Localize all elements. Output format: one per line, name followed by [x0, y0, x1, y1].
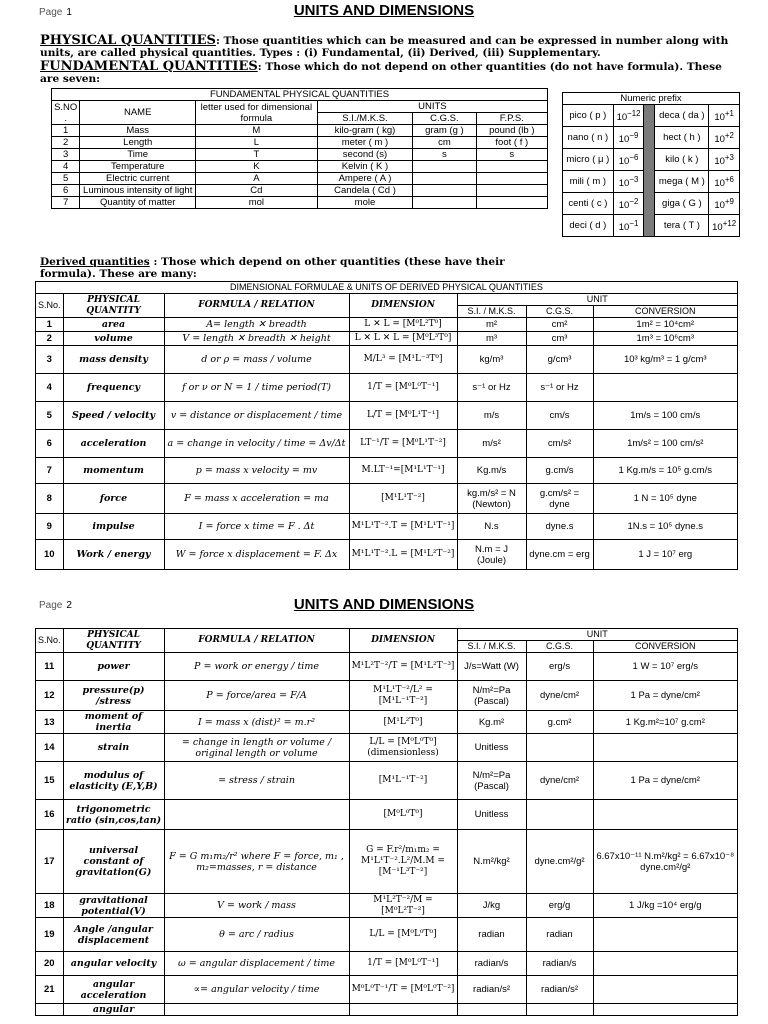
- col-header: C.G.S.: [526, 641, 593, 653]
- table-row: [52, 149, 548, 161]
- table-caption: FUNDAMENTAL PHYSICAL QUANTITIES: [52, 89, 548, 101]
- cell-quantity: power: [63, 653, 164, 681]
- prefix-value: $10^{+3}$: [709, 149, 740, 171]
- cell-formula: F = mass x acceleration = ma: [164, 484, 349, 514]
- table-row: [36, 681, 738, 711]
- cell-sno: [36, 1004, 64, 1016]
- cell-conversion: [593, 976, 737, 1004]
- cell-cgs: [413, 197, 476, 209]
- cell-si: m/s²: [457, 430, 526, 458]
- table-row: [36, 653, 738, 681]
- cell-cgs: [526, 734, 593, 762]
- cell-si: Kg.m²: [457, 711, 526, 734]
- prefix-name: hect ( h ): [655, 127, 709, 149]
- col-header: C.G.S.: [413, 113, 476, 125]
- cell-letter: A: [196, 173, 318, 185]
- cell-conversion: 1m/s² = 100 cm/s²: [593, 430, 737, 458]
- cell-conversion: 1m/s = 100 cm/s: [593, 402, 737, 430]
- cell-cgs: cm/s: [526, 402, 593, 430]
- cell-conversion: 1 W = 10⁷ erg/s: [593, 653, 737, 681]
- cell-cgs: g.cm/s² = dyne: [526, 484, 593, 514]
- prefix-value: $10^{-6}$: [613, 149, 644, 171]
- cell-sno: 6: [52, 185, 80, 197]
- cell-sno: 21: [36, 976, 64, 1004]
- cell-letter: K: [196, 161, 318, 173]
- prefix-value: $10^{-3}$: [613, 171, 644, 193]
- pq-heading: PHYSICAL QUANTITIES: [40, 33, 216, 48]
- cell-conversion: 1 Pa = dyne/cm²: [593, 762, 737, 800]
- cell-sno: 15: [36, 762, 64, 800]
- cell-dimension: L ✕ L ✕ L = [M⁰L³T⁰]: [349, 332, 457, 346]
- cell-si: m²: [457, 318, 526, 332]
- cell-sno: 8: [36, 484, 64, 514]
- cell-fps: [476, 173, 547, 185]
- cell-dimension: [M¹L¹T⁻²]: [349, 484, 457, 514]
- cell-sno: 3: [36, 346, 64, 374]
- cell-conversion: 1 J/kg =10⁴ erg/g: [593, 894, 737, 918]
- cell-si: Ampere ( A ): [317, 173, 413, 185]
- cell-quantity: strain: [63, 734, 164, 762]
- cell-formula: I = force x time = F . Δt: [164, 514, 349, 540]
- cell-formula: [164, 1004, 349, 1016]
- cell-cgs: dyne/cm²: [526, 681, 593, 711]
- cell-quantity: angular acceleration: [63, 976, 164, 1004]
- col-header: S.No.: [36, 629, 64, 653]
- table-row: [36, 332, 738, 346]
- table-caption: DIMENSIONAL FORMULAE & UNITS OF DERIVED PHYSICAL QUANTITIES: [36, 282, 738, 294]
- table-row: [36, 800, 738, 830]
- cell-si: radian/s²: [457, 976, 526, 1004]
- derived-text: : Those which depend on other quantities (these have their formula). These are many:: [40, 256, 505, 280]
- cell-formula: d or ρ = mass / volume: [164, 346, 349, 374]
- cell-sno: 18: [36, 894, 64, 918]
- cell-cgs: [413, 185, 476, 197]
- cell-sno: 16: [36, 800, 64, 830]
- table-row: [36, 1004, 738, 1016]
- page-label: Page 1: [39, 7, 72, 18]
- cell-conversion: 1N.s = 10⁵ dyne.s: [593, 514, 737, 540]
- cell-dimension: L/T = [M⁰L¹T⁻¹]: [349, 402, 457, 430]
- cell-si: kg/m³: [457, 346, 526, 374]
- cell-quantity: frequency: [63, 374, 164, 402]
- table-row: [36, 976, 738, 1004]
- cell-quantity: pressure(p) /stress: [63, 681, 164, 711]
- cell-si: radian/s: [457, 952, 526, 976]
- cell-formula: θ = arc / radius: [164, 918, 349, 952]
- cell-sno: 1: [52, 125, 80, 137]
- col-header: PHYSICAL QUANTITY: [63, 629, 164, 653]
- table-row: [36, 952, 738, 976]
- table-row: [36, 894, 738, 918]
- col-header: S.I./M.K.S.: [317, 113, 413, 125]
- cell-name: Time: [80, 149, 196, 161]
- cell-formula: = stress / strain: [164, 762, 349, 800]
- cell-quantity: Speed / velocity: [63, 402, 164, 430]
- fundamental-table: [51, 88, 548, 209]
- derived-heading: Derived quantities: [40, 256, 150, 268]
- cell-dimension: M¹L²T⁻²/T = [M¹L²T⁻³]: [349, 653, 457, 681]
- cell-quantity: area: [63, 318, 164, 332]
- cell-quantity: impulse: [63, 514, 164, 540]
- table-row: [36, 540, 738, 570]
- cell-name: Length: [80, 137, 196, 149]
- cell-cgs: [526, 800, 593, 830]
- cell-dimension: [M⁰L⁰T⁰]: [349, 800, 457, 830]
- prefix-table: [562, 92, 740, 237]
- cell-sno: 2: [52, 137, 80, 149]
- table-row: [52, 137, 548, 149]
- prefix-name: micro ( μ ): [563, 149, 614, 171]
- col-header: DIMENSION: [349, 294, 457, 318]
- cell-si: s⁻¹ or Hz: [457, 374, 526, 402]
- cell-dimension: M/L³ = [M¹L⁻³T⁰]: [349, 346, 457, 374]
- cell-si: mole: [317, 197, 413, 209]
- table-row: [36, 374, 738, 402]
- cell-letter: mol: [196, 197, 318, 209]
- cell-cgs: radian: [526, 918, 593, 952]
- prefix-name: pico ( p ): [563, 105, 614, 127]
- cell-formula: F = G m₁m₂/r² where F = force, m₁ , m₂=masses, r = distance: [164, 830, 349, 894]
- cell-formula: v = distance or displacement / time: [164, 402, 349, 430]
- cell-cgs: cm³: [526, 332, 593, 346]
- cell-cgs: g.cm²: [526, 711, 593, 734]
- cell-cgs: gram (g ): [413, 125, 476, 137]
- cell-si: kilo-gram ( kg): [317, 125, 413, 137]
- table-row: [36, 346, 738, 374]
- prefix-value: $10^{-2}$: [613, 193, 644, 215]
- cell-formula: ω = angular displacement / time: [164, 952, 349, 976]
- cell-cgs: g.cm/s: [526, 458, 593, 484]
- cell-dimension: G = F.r²/m₁m₂ = M¹L¹T⁻².L²/M.M = [M⁻¹L³T⁻²]: [349, 830, 457, 894]
- cell-cgs: dyne.cm²/g²: [526, 830, 593, 894]
- cell-letter: L: [196, 137, 318, 149]
- cell-sno: 2: [36, 332, 64, 346]
- cell-conversion: [593, 734, 737, 762]
- cell-cgs: cm: [413, 137, 476, 149]
- cell-sno: 10: [36, 540, 64, 570]
- cell-si: Unitless: [457, 734, 526, 762]
- cell-dimension: [349, 1004, 457, 1016]
- prefix-name: kilo ( k ): [655, 149, 709, 171]
- col-header: UNITS: [317, 101, 547, 113]
- cell-si: Unitless: [457, 800, 526, 830]
- fq-paragraph: [40, 61, 740, 85]
- cell-quantity: gravitational potential(V): [63, 894, 164, 918]
- table-row: [52, 185, 548, 197]
- table-row: [52, 197, 548, 209]
- table-row: [52, 161, 548, 173]
- cell-sno: 20: [36, 952, 64, 976]
- cell-cgs: g/cm³: [526, 346, 593, 374]
- cell-fps: [476, 161, 547, 173]
- cell-dimension: M⁰L⁰T⁻¹/T = [M⁰L⁰T⁻²]: [349, 976, 457, 1004]
- cell-dimension: LT⁻¹/T = [M⁰L¹T⁻²]: [349, 430, 457, 458]
- col-header: S.No.: [36, 294, 64, 318]
- cell-cgs: cm/s²: [526, 430, 593, 458]
- cell-dimension: L ✕ L = [M⁰L²T⁰]: [349, 318, 457, 332]
- cell-sno: 19: [36, 918, 64, 952]
- cell-quantity: acceleration: [63, 430, 164, 458]
- table-row: [36, 711, 738, 734]
- cell-sno: 11: [36, 653, 64, 681]
- derived-intro: [40, 256, 540, 280]
- cell-fps: pound (lb ): [476, 125, 547, 137]
- cell-quantity: moment of inertia: [63, 711, 164, 734]
- prefix-name: deca ( da ): [655, 105, 709, 127]
- cell-dimension: M¹L¹T⁻².T = [M¹L¹T⁻¹]: [349, 514, 457, 540]
- table-row: [36, 514, 738, 540]
- cell-quantity: mass density: [63, 346, 164, 374]
- col-header: CONVERSION: [593, 306, 737, 318]
- cell-cgs: radian/s: [526, 952, 593, 976]
- derived-table: [35, 281, 738, 570]
- cell-conversion: [593, 952, 737, 976]
- page-title: UNITS AND DIMENSIONS: [293, 2, 475, 19]
- cell-letter: Cd: [196, 185, 318, 197]
- cell-sno: 4: [36, 374, 64, 402]
- prefix-value: $10^{+9}$: [709, 193, 740, 215]
- cell-quantity: angular velocity: [63, 952, 164, 976]
- cell-cgs: s: [413, 149, 476, 161]
- derived-table-2: [35, 628, 738, 1016]
- cell-si: m³: [457, 332, 526, 346]
- prefix-value: $10^{-1}$: [613, 215, 644, 237]
- prefix-value: $10^{+1}$: [709, 105, 740, 127]
- cell-si: J/s=Watt (W): [457, 653, 526, 681]
- cell-conversion: [593, 374, 737, 402]
- cell-conversion: 1 Kg.m²=10⁷ g.cm²: [593, 711, 737, 734]
- cell-sno: 6: [36, 430, 64, 458]
- col-header: C.G.S.: [526, 306, 593, 318]
- col-header: FORMULA / RELATION: [164, 629, 349, 653]
- cell-fps: foot ( f ): [476, 137, 547, 149]
- cell-sno: 7: [36, 458, 64, 484]
- cell-letter: M: [196, 125, 318, 137]
- table-row: [52, 173, 548, 185]
- cell-formula: [164, 800, 349, 830]
- col-header: DIMENSION: [349, 629, 457, 653]
- cell-conversion: [593, 1004, 737, 1016]
- cell-name: Temperature: [80, 161, 196, 173]
- cell-dimension: L/L = [M⁰L⁰T⁰] (dimensionless): [349, 734, 457, 762]
- table-row: [36, 918, 738, 952]
- col-header: UNIT: [457, 629, 737, 641]
- prefix-name: mega ( M ): [655, 171, 709, 193]
- cell-sno: 5: [52, 173, 80, 185]
- cell-formula: W = force x displacement = F. Δx: [164, 540, 349, 570]
- cell-formula: I = mass x (dist)² = m.r²: [164, 711, 349, 734]
- cell-formula: P = force/area = F/A: [164, 681, 349, 711]
- cell-si: Kelvin ( K ): [317, 161, 413, 173]
- cell-formula: V = work / mass: [164, 894, 349, 918]
- cell-dimension: [M¹L⁻¹T⁻²]: [349, 762, 457, 800]
- cell-conversion: 1 Kg.m/s = 10⁵ g.cm/s: [593, 458, 737, 484]
- cell-si: N.m = J (Joule): [457, 540, 526, 570]
- col-header: S.I. / M.K.S.: [457, 641, 526, 653]
- cell-cgs: dyne.cm = erg: [526, 540, 593, 570]
- cell-cgs: dyne/cm²: [526, 762, 593, 800]
- cell-quantity: Work / energy: [63, 540, 164, 570]
- table-row: [36, 484, 738, 514]
- cell-sno: 3: [52, 149, 80, 161]
- cell-fps: [476, 197, 547, 209]
- cell-dimension: M¹L¹T⁻²/L² = [M¹L⁻¹T⁻²]: [349, 681, 457, 711]
- cell-formula: A= length ✕ breadth: [164, 318, 349, 332]
- cell-quantity: angular: [63, 1004, 164, 1016]
- cell-conversion: [593, 918, 737, 952]
- cell-name: Electric current: [80, 173, 196, 185]
- prefix-name: centi ( c ): [563, 193, 614, 215]
- cell-si: second (s): [317, 149, 413, 161]
- table-row: [52, 125, 548, 137]
- cell-cgs: [413, 173, 476, 185]
- table-row: [36, 430, 738, 458]
- cell-dimension: M¹L²T⁻²/M = [M⁰L²T⁻²]: [349, 894, 457, 918]
- cell-conversion: [593, 800, 737, 830]
- cell-si: radian: [457, 918, 526, 952]
- table-row: [36, 734, 738, 762]
- cell-quantity: momentum: [63, 458, 164, 484]
- cell-quantity: trigonometric ratio (sin,cos,tan): [63, 800, 164, 830]
- prefix-value: $10^{-9}$: [613, 127, 644, 149]
- cell-quantity: force: [63, 484, 164, 514]
- prefix-divider: [644, 105, 655, 237]
- prefix-name: nano ( n ): [563, 127, 614, 149]
- cell-conversion: 10³ kg/m³ = 1 g/cm³: [593, 346, 737, 374]
- cell-name: Luminous intensity of light: [80, 185, 196, 197]
- col-header: S.I. / M.K.S.: [457, 306, 526, 318]
- cell-cgs: erg/g: [526, 894, 593, 918]
- fq-heading: FUNDAMENTAL QUANTITIES: [40, 59, 258, 74]
- cell-si: Candela ( Cd ): [317, 185, 413, 197]
- cell-si: kg.m/s² = N (Newton): [457, 484, 526, 514]
- cell-conversion: 1 Pa = dyne/cm²: [593, 681, 737, 711]
- cell-si: N/m²=Pa (Pascal): [457, 762, 526, 800]
- col-header: F.P.S.: [476, 113, 547, 125]
- cell-quantity: Angle /angular displacement: [63, 918, 164, 952]
- page-label: Page 2: [39, 600, 72, 611]
- table-caption: Numeric prefix: [563, 93, 740, 105]
- page-title: UNITS AND DIMENSIONS: [293, 596, 475, 613]
- cell-formula: f or ν or N = 1 / time period(T): [164, 374, 349, 402]
- cell-formula: p = mass x velocity = mv: [164, 458, 349, 484]
- fq-text: : Those which do not depend on other quantities (do not have formula). These are seven:: [40, 61, 722, 85]
- cell-name: Quantity of matter: [80, 197, 196, 209]
- prefix-name: giga ( G ): [655, 193, 709, 215]
- cell-fps: s: [476, 149, 547, 161]
- cell-sno: 12: [36, 681, 64, 711]
- col-header: UNIT: [457, 294, 737, 306]
- cell-si: J/kg: [457, 894, 526, 918]
- prefix-name: mili ( m ): [563, 171, 614, 193]
- col-header: S.NO .: [52, 101, 80, 125]
- cell-dimension: L/L = [M⁰L⁰T⁰]: [349, 918, 457, 952]
- prefix-name: tera ( T ): [655, 215, 709, 237]
- cell-conversion: 1m² = 10⁴cm²: [593, 318, 737, 332]
- cell-formula: V = length ✕ breadth ✕ height: [164, 332, 349, 346]
- cell-si: N.m²/kg²: [457, 830, 526, 894]
- cell-cgs: s⁻¹ or Hz: [526, 374, 593, 402]
- cell-dimension: [M¹L²T⁰]: [349, 711, 457, 734]
- pq-text: : Those quantities which can be measured and can be expressed in number along with units, are called physical quantities. Types : (i) Fundamental, (ii) Derived, (iii) Supplementary.: [40, 35, 729, 59]
- cell-formula: = change in length or volume / original length or volume: [164, 734, 349, 762]
- cell-formula: P = work or energy / time: [164, 653, 349, 681]
- cell-conversion: 1 N = 10⁵ dyne: [593, 484, 737, 514]
- cell-sno: 1: [36, 318, 64, 332]
- cell-sno: 13: [36, 711, 64, 734]
- cell-conversion: 1m³ = 10⁶cm³: [593, 332, 737, 346]
- prefix-value: $10^{-12}$: [613, 105, 644, 127]
- cell-cgs: erg/s: [526, 653, 593, 681]
- cell-si: meter ( m ): [317, 137, 413, 149]
- cell-si: Kg.m/s: [457, 458, 526, 484]
- cell-sno: 7: [52, 197, 80, 209]
- cell-sno: 17: [36, 830, 64, 894]
- cell-sno: 14: [36, 734, 64, 762]
- intro-paragraph: [40, 35, 740, 59]
- table-row: [36, 318, 738, 332]
- cell-dimension: M.LT⁻¹=[M¹L¹T⁻¹]: [349, 458, 457, 484]
- cell-cgs: radian/s²: [526, 976, 593, 1004]
- col-header: CONVERSION: [593, 641, 737, 653]
- prefix-value: $10^{+12}$: [709, 215, 740, 237]
- cell-formula: a = change in velocity / time = Δv/Δt: [164, 430, 349, 458]
- cell-dimension: 1/T = [M⁰L⁰T⁻¹]: [349, 374, 457, 402]
- cell-sno: 4: [52, 161, 80, 173]
- cell-dimension: M¹L¹T⁻².L = [M¹L²T⁻²]: [349, 540, 457, 570]
- cell-cgs: dyne.s: [526, 514, 593, 540]
- col-header: FORMULA / RELATION: [164, 294, 349, 318]
- table-row: [36, 830, 738, 894]
- col-header: letter used for dimensional formula: [196, 101, 318, 125]
- cell-formula: ∝= angular velocity / time: [164, 976, 349, 1004]
- cell-name: Mass: [80, 125, 196, 137]
- cell-conversion: 1 J = 10⁷ erg: [593, 540, 737, 570]
- table-row: [36, 402, 738, 430]
- col-header: PHYSICAL QUANTITY: [63, 294, 164, 318]
- cell-quantity: volume: [63, 332, 164, 346]
- cell-si: m/s: [457, 402, 526, 430]
- table-row: [36, 458, 738, 484]
- cell-cgs: [413, 161, 476, 173]
- cell-cgs: cm²: [526, 318, 593, 332]
- cell-si: N/m²=Pa (Pascal): [457, 681, 526, 711]
- cell-quantity: modulus of elasticity (E,Y,B): [63, 762, 164, 800]
- cell-fps: [476, 185, 547, 197]
- cell-quantity: universal constant of gravitation(G): [63, 830, 164, 894]
- cell-sno: 5: [36, 402, 64, 430]
- cell-si: N.s: [457, 514, 526, 540]
- prefix-value: $10^{+2}$: [709, 127, 740, 149]
- cell-sno: 9: [36, 514, 64, 540]
- cell-letter: T: [196, 149, 318, 161]
- table-row: [563, 105, 740, 127]
- cell-conversion: 6.67x10⁻¹¹ N.m²/kg² = 6.67x10⁻⁸ dyne.cm²/g²: [593, 830, 737, 894]
- col-header: NAME: [80, 101, 196, 125]
- prefix-name: deci ( d ): [563, 215, 614, 237]
- cell-dimension: 1/T = [M⁰L⁰T⁻¹]: [349, 952, 457, 976]
- table-row: [36, 762, 738, 800]
- prefix-value: $10^{+6}$: [709, 171, 740, 193]
- cell-si: [457, 1004, 526, 1016]
- cell-cgs: [526, 1004, 593, 1016]
